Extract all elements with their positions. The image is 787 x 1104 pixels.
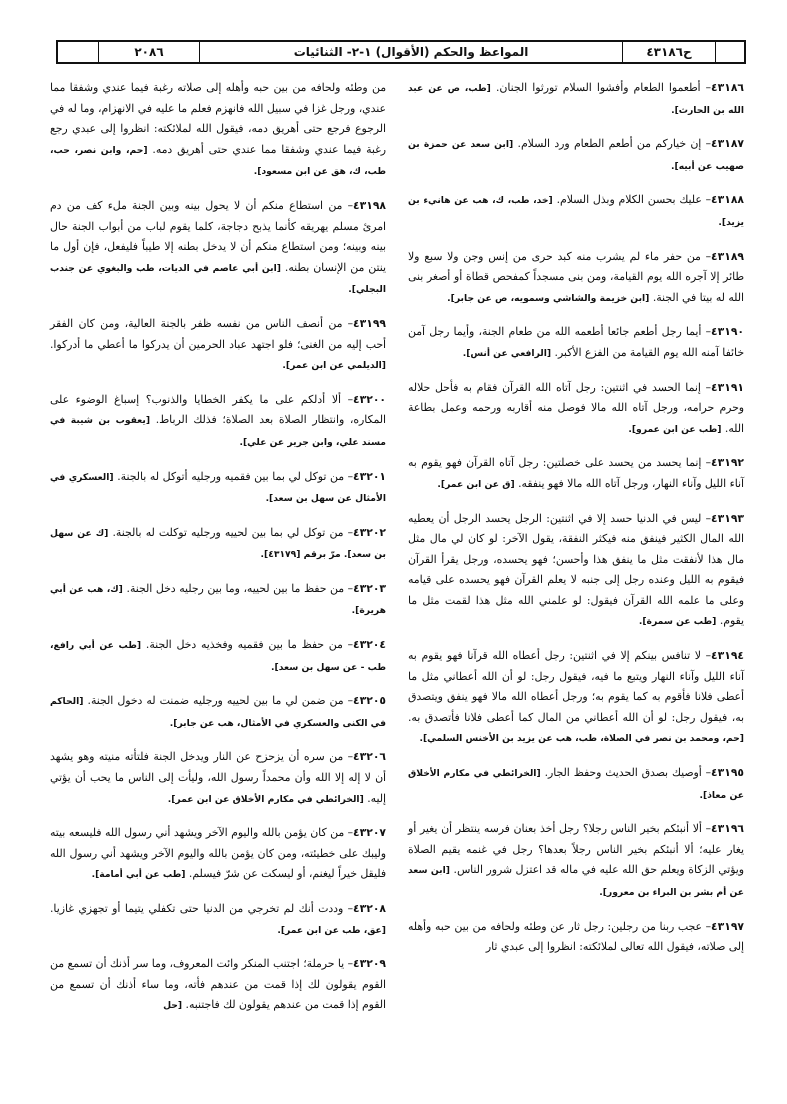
hadith-source: [ق عن ابن عمر]. xyxy=(437,478,515,490)
hadith-number: ٤٣١٩٨ xyxy=(353,198,386,212)
hadith-text: – ليس في الدنيا حسد إلا في اثنتين: الرجل يحسد الرجل أن يعطيه الله المال الكثير فينفق منه فيكثر النفقة، يقول الآخر: لو كان لي مال مثل مال هذا لأنفقت مثل ما ينفق هذا وأحسن؛ فهو يحسده، ورجل يقرأ القرآن فيقوم به الليل وعنده رجل إلى جنبه لا يعلم القرآن فهو يحسده على قيامه وعلى ما علمه الله القرآن فيقول: لو علمني الله مثل هذا لقمت مثل ما يقوم. xyxy=(408,511,744,628)
hadith-text: – أطعموا الطعام وأفشوا السلام تورثوا الجنان. xyxy=(495,81,712,94)
hadith-text: من وطئه ولحافه من بين حبه وأهله إلى صلاته رغبة فيما عندي وشفقا مما عندي، ورجل غزا في سبيل الله فانهزم فعلم ما عليه في الانهزام، وما له في الرجوع فرجع حتى أهريق دمه، فيقول الله لملائكته: انظروا إلى عبدي رجع رغبة فيما عندي وشفقا مما عندي حتى أهريق دمه. xyxy=(50,81,386,156)
header-end-cell xyxy=(58,42,98,62)
hadith-entry xyxy=(50,78,386,183)
hadith-text: – ألا أدلكم على ما يكفر الخطايا والذنوب؟ إسباغ الوضوء على المكاره، وانتظار الصلاة بعد الصلاة؛ فذلك الرباط. xyxy=(50,392,387,427)
hadith-number: ٤٣١٩٥ xyxy=(711,766,744,780)
hadith-text: – عجب ربنا من رجلين: رجل ثار عن وطئه ولحافه من بين حبه وأهله إلى صلاته، فيقول الله تعالى لملائكته: انظروا إلى عبدي ثار xyxy=(408,919,744,954)
hadith-number: ٤٣١٩٣ xyxy=(711,511,744,525)
left-column xyxy=(50,78,386,1030)
hadith-source: [حل xyxy=(163,1000,183,1012)
hadith-text: – إنما الحسد في اثنتين: رجل آتاه الله القرآن فقام به فأحل حلاله وحرم حرامه، ورجل آتاه الله مالا فوصل منه أقاربه ورحمه وعمل بطاعة الله. xyxy=(408,380,744,435)
hadith-number: ٤٣٢٠٢ xyxy=(353,525,386,539)
hadith-entry xyxy=(50,196,386,301)
hadith-entry xyxy=(50,467,386,510)
hadith-text: – عليك بحسن الكلام وبذل السلام. xyxy=(556,193,712,207)
hadith-source: [ابن سعد عن حمزة بن صهيب عن أبيه]. xyxy=(408,139,744,172)
hadith-source: [الرافعي عن أنس]. xyxy=(462,347,552,359)
hadith-source: [ابن أبي عاصم في الديات، طب والبغوي عن جندب البجلي]. xyxy=(50,262,386,296)
hadith-text: – من توكل لي بما بين فقميه ورجليه أتوكل له بالجنة. xyxy=(117,469,354,483)
hadith-source: [الخرائطي في مكارم الأخلاق عن معاذ]. xyxy=(408,768,744,801)
hadith-text: – من ضمن لي ما بين لحييه ورجليه ضمنت له دخول الجنة. xyxy=(87,694,354,708)
hadith-number: ٤٣١٩٧ xyxy=(711,919,744,933)
hadith-source: [ك، هب عن أبي هريرة]. xyxy=(50,583,386,617)
hadith-text: – إن خياركم من أطعم الطعام ورد السلام. xyxy=(517,137,712,151)
hadith-entry xyxy=(50,691,386,734)
hadith-text: – لا تنافس بينكم إلا في اثنتين: رجل أعطاه الله قرآنا فهو يقوم به آناء الليل وآناء النهار ويتبع ما فيه، فيقول رجل: لو أن الله أعطاني مثل ما أعطى فلانا فأقوم به كما يقوم به؛ ورجل أعطاه الله مالا فهو ينفق ويتصدق به، فيقول رجل: لو أن الله أعطاني من المال كما أعطى فلانا فأتصدق به. xyxy=(408,649,744,724)
hadith-entry xyxy=(50,579,386,622)
hadith-number: ٤٣١٩٢ xyxy=(711,456,744,470)
hadith-source: [ك عن سهل بن سعد]. مرّ برقم [٤٣١٧٩]. xyxy=(50,527,386,561)
hadith-source: [طب عن أبي رافع، طب - عن سهل بن سعد]. xyxy=(50,640,386,673)
hadith-entry xyxy=(50,390,386,454)
header-blank-cell xyxy=(715,42,744,62)
hadith-source: [عق، طب عن ابن عمر]. xyxy=(277,924,386,936)
hadith-number: ٤٣٢٠٠ xyxy=(353,392,386,406)
hadith-entry xyxy=(50,523,386,566)
hadith-number: ٤٣١٨٦ xyxy=(711,81,744,94)
hadith-number: ٤٣٢٠٤ xyxy=(353,638,386,652)
hadith-number: ٤٣١٨٧ xyxy=(711,137,744,151)
hadith-source: [طب، ص عن عبد الله بن الحارث]. xyxy=(408,83,744,116)
hadith-entry xyxy=(408,78,744,121)
hadith-source: [الخرائطي في مكارم الأخلاق عن ابن عمر]. xyxy=(167,793,364,805)
hadith-text: – يا حرملة؛ اجتنب المنكر وائت المعروف، وما سر أذنك أن تسمع من القوم يقولون لك إذا قمت من عندهم فأته، وما ساء أذنك أن تسمع من القوم إذا قمت من عندهم يقولون لك فاجتنبه. xyxy=(50,957,386,1012)
hadith-entry xyxy=(50,314,386,377)
hadith-source: [خد، طب، ك، هب عن هانيء بن يزيد]. xyxy=(408,195,744,228)
hadith-text: – من توكل لي بما بين لحييه ورجليه توكلت له بالجنة. xyxy=(112,525,354,539)
hadith-entry xyxy=(50,954,386,1017)
hadith-text: – ألا أنبئكم بخير الناس رجلا؟ رجل أخذ بعنان فرسه ينتظر أن يغير أو يغار عليه؛ ألا أنبئكم بخير الناس رجلاً بعدها؟ رجل في غنمه يقيم الصلاة ويؤتي الزكاة ويعلم حق الله عليه في ماله قد اعتزل شرور الناس. xyxy=(408,822,745,877)
hadith-entry xyxy=(408,509,744,634)
hadith-source: [طب عن أبي أمامة]. xyxy=(91,869,186,881)
hadith-number: ٤٣٢٠٥ xyxy=(353,694,386,708)
hadith-text: – من أنصف الناس من نفسه ظفر بالجنة العالية، ومن كان الفقر أحب إليه من الغنى؛ فلو اجتهد عباد الحرمين أن يدركوا ما أعطي ما أدركوا. xyxy=(50,316,386,351)
hadith-text: – من استطاع منكم أن لا يحول بينه وبين الجنة ملء كف من دم امرئ مسلم يهريقه كأنما يذبح دجاجة، كلما يقوم لباب من أبواب الجنة حال بينه وبينه؛ ومن استطاع منكم أن لا يدخل بطنه إلا طيباً فليفعل، فإن أول ما ينتن من الإنسان بطنه. xyxy=(50,198,386,274)
header-page-number: ٢٠٨٦ xyxy=(98,42,199,62)
hadith-source: [العسكري في الأمثال عن سهل بن سعد]. xyxy=(50,471,386,505)
hadith-text: – أوصيك بصدق الحديث وحفظ الجار. xyxy=(544,766,712,780)
hadith-entry xyxy=(50,823,386,886)
hadith-entry xyxy=(50,747,386,810)
hadith-number: ٤٣١٩٩ xyxy=(353,316,386,330)
hadith-text: – وددت أنك لم تخرجي من الدنيا حتى تكفلي يتيما أو تجهزي غازيا. xyxy=(50,902,354,915)
hadith-number: ٤٣١٩٤ xyxy=(711,649,744,663)
hadith-entry xyxy=(408,134,744,177)
hadith-entry xyxy=(408,646,744,750)
hadith-source: [الحاكم في الكنى والعسكري في الأمثال، هب عن جابر]. xyxy=(50,696,386,729)
hadith-entry xyxy=(408,819,744,903)
running-header xyxy=(56,40,746,64)
hadith-source: [الديلمي عن ابن عمر]. xyxy=(282,360,386,372)
hadith-source: [حم، ومحمد بن نصر في الصلاة، طب، هب عن يزيد بن الأخنس السلمي]. xyxy=(419,733,744,745)
hadith-entry xyxy=(50,635,386,678)
right-column xyxy=(408,78,744,971)
hadith-text: – أيما رجل أطعم جائعا أطعمه الله من طعام الجنة، وأيما رجل آمن خائفا آمنه الله يوم القيامة من الفزع الأكبر. xyxy=(408,325,744,359)
hadith-entry xyxy=(408,378,744,441)
hadith-number: ٤٣٢٠٣ xyxy=(353,581,387,595)
hadith-entry xyxy=(408,322,744,364)
hadith-entry xyxy=(408,763,744,806)
hadith-source: [يعقوب بن شيبة في مسند علي، وابن جرير عن علي]. xyxy=(50,415,386,448)
hadith-text: – من حفظ ما بين لحييه، وما بين رجليه دخل الجنة. xyxy=(126,581,354,595)
hadith-text: – من حفر ماء لم يشرب منه كبد حرى من إنس وجن ولا سبع ولا طائر إلا آجره الله يوم القيامة، ومن بنى مسجداً كمفحص قطاة أو أصغر بنى الله له بيتا في الجنة. xyxy=(408,249,744,304)
hadith-text: – من كان يؤمن بالله واليوم الآخر ويشهد أني رسول الله فليسعه بيته وليبك على خطيئته، ومن كان يؤمن بالله واليوم الآخر ويشهد أني رسول الله فليقل خيراً ليغنم، أو ليسكت عن شرّ فيسلم. xyxy=(50,826,386,881)
hadith-text: – إنما يحسد من يحسد على خصلتين: رجل آتاه القرآن فهو يقوم به آناء الليل وآناء النهار، ورجل آتاه الله مالا فهو ينفقه. xyxy=(408,456,744,490)
header-title: المواعظ والحكم (الأقوال) ١-٢- الثنائيات xyxy=(199,42,622,62)
hadith-entry xyxy=(408,190,744,233)
hadith-number: ٤٣٢٠٨ xyxy=(353,902,386,915)
hadith-entry xyxy=(408,247,744,310)
hadith-number: ٤٣١٩١ xyxy=(711,380,744,394)
hadith-number: ٤٣١٩٠ xyxy=(711,325,744,339)
hadith-number: ٤٣٢٠٦ xyxy=(353,750,386,764)
hadith-source: [حم، وابن نصر، حب، طب، ك، هق عن ابن مسعود]. xyxy=(50,144,386,178)
hadith-source: [ابن سعد عن أم بشر بن البراء بن معرور]. xyxy=(408,865,744,898)
hadith-number: ٤٣٢٠٩ xyxy=(353,957,386,971)
hadith-number: ٤٣١٨٩ xyxy=(711,249,744,263)
hadith-number: ٤٣٢٠١ xyxy=(353,469,386,483)
hadith-entry xyxy=(408,453,744,495)
hadith-entry xyxy=(408,917,744,958)
hadith-number: ٤٣٢٠٧ xyxy=(353,826,386,840)
hadith-number: ٤٣١٨٨ xyxy=(711,193,744,207)
header-hadith-range: ح٤٣١٨٦ xyxy=(622,42,715,62)
hadith-source: [طب عن ابن عمرو]. xyxy=(628,423,722,435)
hadith-source: [ابن خزيمة والشاشي وسمويه، ص عن جابر]. xyxy=(447,292,650,304)
hadith-text: – من سره أن يزحزح عن النار ويدخل الجنة فلتأته منيته وهو يشهد أن لا إله إلا الله وأن محمداً رسول الله، وليأت إلى الناس ما يحب أن يؤتي إليه. xyxy=(50,750,386,805)
hadith-text: – من حفظ ما بين فقميه وفخذيه دخل الجنة. xyxy=(145,638,354,652)
hadith-number: ٤٣١٩٦ xyxy=(711,822,744,836)
hadith-entry xyxy=(50,899,386,941)
hadith-source: [طب عن سمرة]. xyxy=(638,616,717,628)
